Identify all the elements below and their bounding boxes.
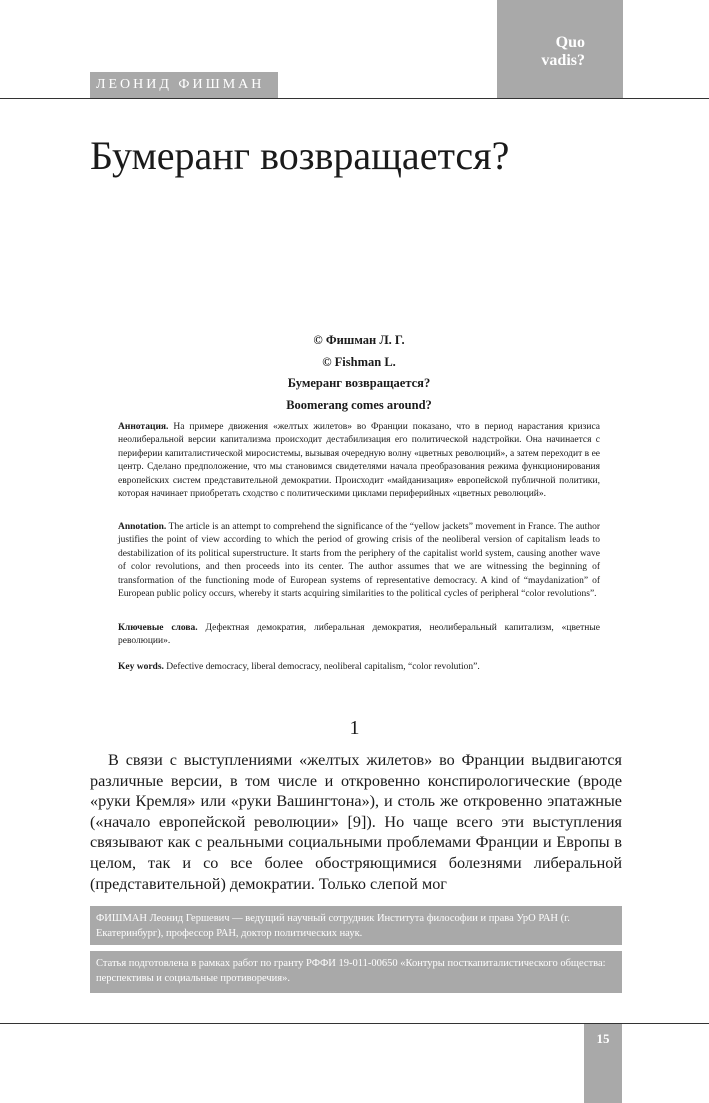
running-head-author: ЛЕОНИД ФИШМАН [90,72,278,98]
grant-info-footnote: Статья подготовлена в рамках работ по гранту РФФИ 19-011-00650 «Контуры посткапиталистического общества: перспективы и социальные противоречия». [90,951,622,993]
title-en: Boomerang comes around? [286,397,432,412]
keywords-en [118,661,600,674]
body-paragraph: В связи с выступлениями «желтых жилетов» во Франции выдвигаются различные версии, в том числе и откровенно конспирологические (вроде «руки Кремля» или «руки Вашингтона»), и столь же откровенно эпатажные («начало европейской революции» [9]). Но чаще всего эти выступления связывают как с реальными социальными проблемами Франции и Европы в целом, так и со все более обостряющимися болезнями либеральной (представительной) демократии. Только слепой мог [90,751,622,893]
copyright-en: © Fishman L. [322,354,396,369]
keywords-ru-label: Ключевые слова. [118,623,198,633]
abstract-ru [118,421,600,501]
keywords-ru-text: Дефектная демократия, либеральная демократия, неолиберальный капитализм, «цветные революции». [118,623,600,647]
abstract-en-text: The article is an attempt to comprehend the significance of the “yellow jackets” movement in France. The author justifies the point of view according to which the period of growing crisis of the neoliberal version of capitalism leads to destabilization of its political superstructure. It starts from the periphery of the capitalist world system, causing another wave of color revolutions, and then proceeds into its center. The author assumes that we are witnessing the beginning of transformation of the functioning mode of European systems of representative democracy. A kind of “maydanization” of European public policy occurs, whereby it starts acquiring similarities to the political cycles of peripheral “color revolutions”. [118,522,600,600]
author-info-footnote: ФИШМАН Леонид Гершевич — ведущий научный сотрудник Института философии и права УрО РАН (г. Екатеринбург), профессор РАН, доктор политических наук. [90,906,622,945]
abstract-en-label: Annotation. [118,522,167,532]
top-rule [0,98,709,99]
abstract-ru-label: Аннотация. [118,422,169,432]
article-title: Бумеранг возвращается? [90,133,510,178]
article-meta [118,330,600,416]
keywords-ru [118,622,600,649]
abstract-en [118,521,600,601]
section-label-line1: Quo [555,34,585,51]
keywords-en-label: Key words. [118,662,164,672]
copyright-ru: © Фишман Л. Г. [313,333,405,347]
section-tab [497,0,623,98]
title-ru: Бумеранг возвращается? [287,376,431,390]
section-label-line2: vadis? [541,52,585,69]
keywords-en-text: Defective democracy, liberal democracy, neoliberal capitalism, “color revolution”. [166,662,480,672]
page-number: 15 [584,1024,622,1103]
section-number: 1 [349,717,360,739]
abstract-ru-text: На примере движения «желтых жилетов» во Франции показано, что в период нарастания кризиса неолиберальной версии капитализма происходит дестабилизация его политической надстройки. Она начинается с периферии капиталистической миросистемы, вызывая очередную волну «цветных революций», а затем переходит в ее центр. Сделано предположение, что мы становимся свидетелями начала преобразования режима функционирования европейских систем представительной демократии. Происходит «майданизация» европейской публичной политики, которая начинает приобретать сходство с политическими циклами периферийных «цветных революций». [118,422,601,500]
